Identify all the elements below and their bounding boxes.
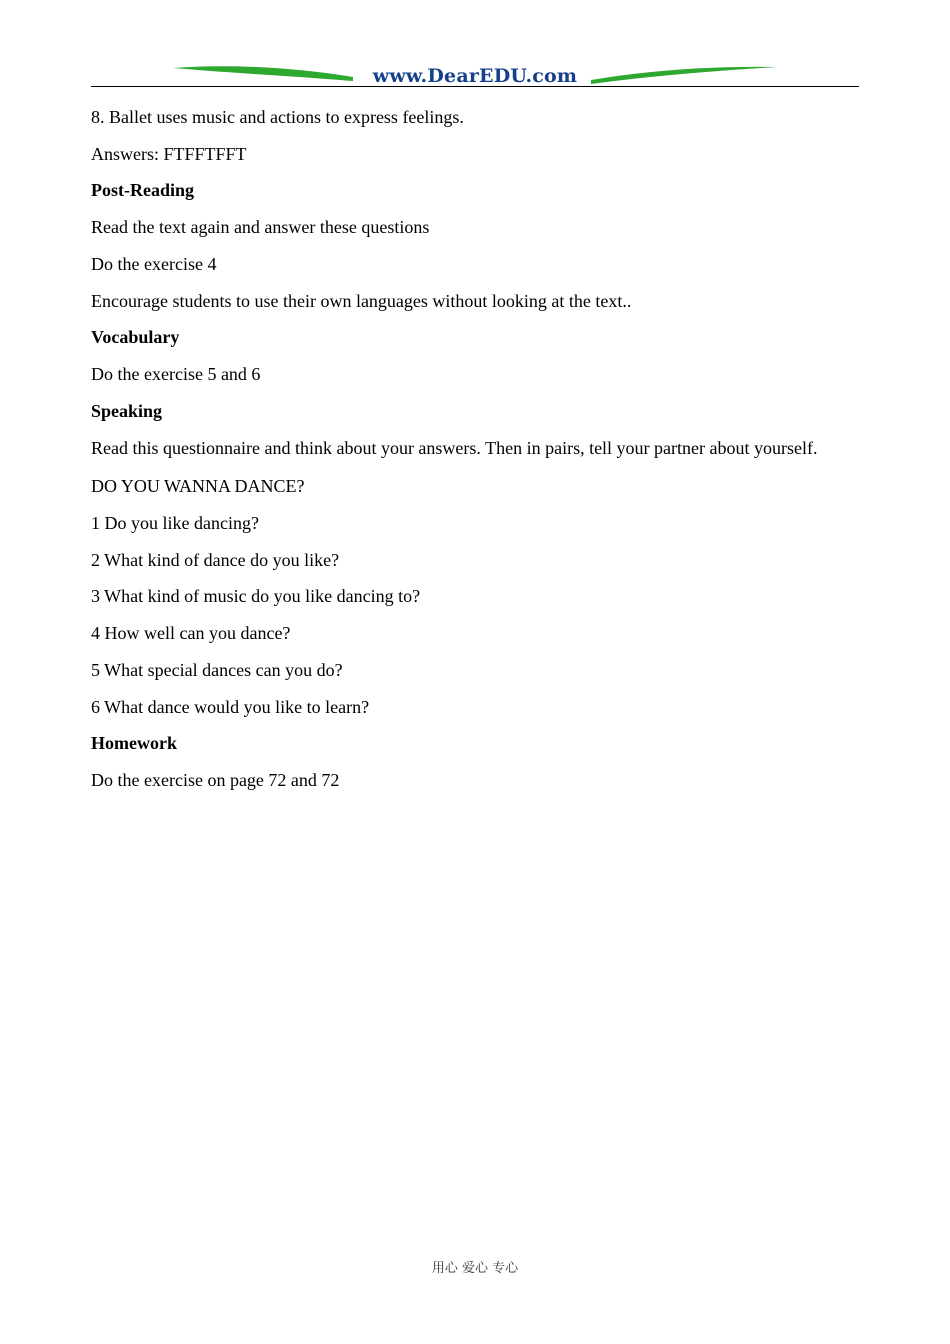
vocabulary-line: Do the exercise 5 and 6 — [91, 363, 261, 384]
header-logo-text: www.DearEDU.com — [372, 65, 578, 87]
speaking-instruction: Read this questionnaire and think about your answers. Then in pairs, tell your partner about yourself. — [91, 438, 818, 459]
page-footer: 用心 爱心 专心 — [431, 1261, 519, 1276]
post-reading-line: Read the text again and answer these questions — [91, 217, 430, 238]
document-body — [91, 99, 859, 799]
questionnaire-item: 4 How well can you dance? — [91, 623, 291, 644]
section-heading-post-reading: Post-Reading — [91, 180, 194, 201]
homework-line: Do the exercise on page 72 and 72 — [91, 769, 340, 790]
section-heading-vocabulary: Vocabulary — [91, 327, 180, 348]
section-heading-speaking: Speaking — [91, 400, 163, 421]
questionnaire-item: 1 Do you like dancing? — [91, 513, 259, 534]
questionnaire-item: 3 What kind of music do you like dancing to? — [91, 586, 421, 607]
questionnaire-item: 5 What special dances can you do? — [91, 659, 343, 680]
header-divider — [91, 86, 859, 87]
questionnaire-item: 6 What dance would you like to learn? — [91, 696, 370, 717]
statement-8: 8. Ballet uses music and actions to express feelings. — [91, 107, 464, 127]
post-reading-line: Encourage students to use their own languages without looking at the text.. — [91, 290, 632, 311]
questionnaire-item: 2 What kind of dance do you like? — [91, 549, 340, 570]
questionnaire-title: DO YOU WANNA DANCE? — [91, 476, 305, 497]
post-reading-line: Do the exercise 4 — [91, 253, 217, 274]
section-heading-homework: Homework — [91, 733, 177, 754]
answers-line: Answers: FTFFTFFT — [91, 143, 247, 164]
